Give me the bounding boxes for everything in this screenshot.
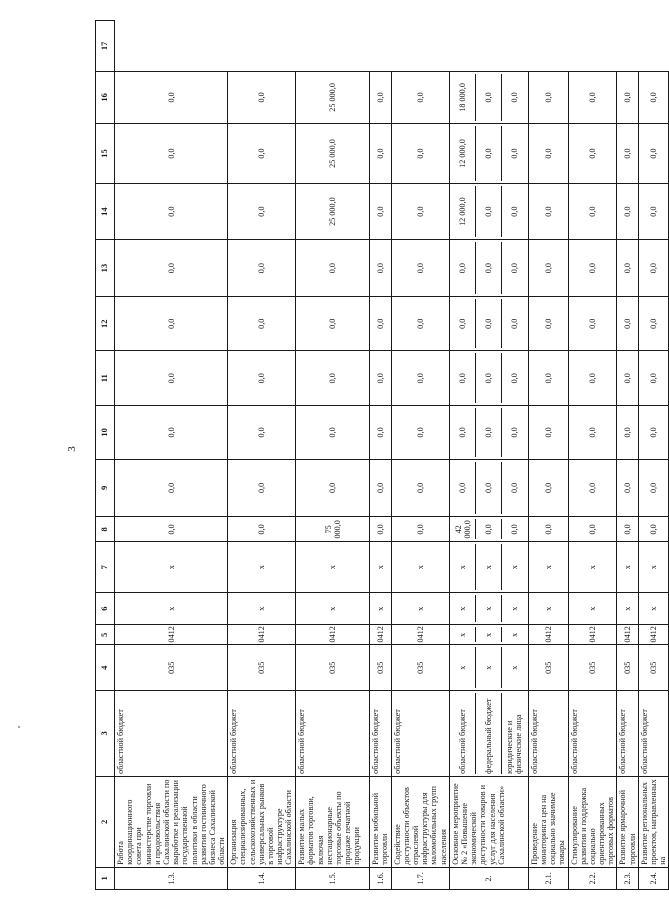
value-c8: x <box>501 544 527 590</box>
value-c16: 25 000,0 <box>296 124 370 184</box>
value-cell-c12 <box>449 351 528 406</box>
activity-name: Организация специализированных, сельскохозяйственных и универсальных рынков в торговой инфраструктуре Сахалинской области <box>228 776 296 867</box>
value-c11: 0,0 <box>617 406 638 460</box>
value-c7: x <box>370 592 391 624</box>
value-c15: 0,0 <box>115 183 228 240</box>
value-c10: 0,0 <box>617 459 638 517</box>
header-cell: 16 <box>96 71 115 124</box>
table-row <box>617 21 638 890</box>
value-c11: 0,0 <box>296 406 370 460</box>
value-c11: 0,0 <box>528 406 568 460</box>
header-cell: 4 <box>96 645 115 690</box>
value-c16: 0,0 <box>638 124 669 184</box>
value-cell-c13 <box>449 296 528 351</box>
value-c15: 0,0 <box>475 186 501 238</box>
value-c5: 035 <box>370 645 391 690</box>
value-c16: 0,0 <box>528 124 568 184</box>
value-c6: 0412 <box>568 625 617 645</box>
funding-source: областной бюджет <box>296 690 370 776</box>
row-number: 2.4. <box>638 867 669 889</box>
value-c15: 0,0 <box>370 183 391 240</box>
value-c12: 0,0 <box>115 351 228 406</box>
header-cell: 17 <box>96 21 115 72</box>
value-c6: 0412 <box>391 625 449 645</box>
value-stack <box>451 186 527 238</box>
scan-speck <box>18 726 20 728</box>
value-c10: 0,0 <box>475 462 501 515</box>
value-stack <box>451 408 527 457</box>
value-c13: 0,0 <box>458 318 468 329</box>
value-c8: x <box>638 542 669 593</box>
table-row <box>296 21 370 890</box>
value-c13: 0,0 <box>391 296 449 351</box>
value-cell-c11 <box>449 406 528 460</box>
value-c5: 035 <box>115 645 228 690</box>
value-c10: 0,0 <box>568 459 617 517</box>
table-row <box>568 21 617 890</box>
value-c15: 0,0 <box>228 183 296 240</box>
funding-source: областной бюджет <box>617 690 638 776</box>
value-cell-c6 <box>449 625 528 645</box>
value-c12: 0,0 <box>296 351 370 406</box>
value-c12: 0,0 <box>391 351 449 406</box>
value-c13: 0,0 <box>296 296 370 351</box>
value-c13: 0,0 <box>638 296 669 351</box>
value-c7: x <box>617 592 638 624</box>
value-c6: 0412 <box>228 625 296 645</box>
value-c10: 0,0 <box>296 459 370 517</box>
value-c8: x <box>568 542 617 593</box>
value-c11: 0,0 <box>115 406 228 460</box>
value-c8: x <box>391 542 449 593</box>
value-c9: 75 000,0 <box>296 517 370 542</box>
value-c13: 0,0 <box>617 296 638 351</box>
value-c10: 0,0 <box>638 459 669 517</box>
value-c15: 0,0 <box>568 183 617 240</box>
value-c12: 0,0 <box>458 373 468 384</box>
value-c14: 0,0 <box>115 240 228 297</box>
value-c6: 0412 <box>296 625 370 645</box>
value-c14: 0,0 <box>617 240 638 297</box>
activity-name: Развитие мобильной торговли <box>370 776 391 867</box>
value-c7: x <box>391 592 449 624</box>
value-c14: 0,0 <box>370 240 391 297</box>
value-c11: 0,0 <box>228 406 296 460</box>
value-c5: 035 <box>617 645 638 690</box>
value-cell-c8 <box>449 542 528 593</box>
value-c9: 0,0 <box>475 519 501 539</box>
value-c16: 0,0 <box>370 124 391 184</box>
value-cell-c14 <box>449 240 528 297</box>
value-c9: 0,0 <box>638 517 669 542</box>
value-c7: x <box>115 592 228 624</box>
table-row <box>449 21 528 890</box>
value-c8: x <box>370 542 391 593</box>
value-c5: 035 <box>528 645 568 690</box>
row-number: 1.5. <box>296 867 370 889</box>
value-c5: 035 <box>296 645 370 690</box>
value-c14: 0,0 <box>296 240 370 297</box>
header-cell: 12 <box>96 296 115 351</box>
value-c17: 0,0 <box>528 71 568 124</box>
header-cell: 15 <box>96 124 115 184</box>
value-c9: 0,0 <box>501 519 527 539</box>
table-row <box>391 21 449 890</box>
rotated-table-container <box>95 20 668 890</box>
activity-name: Проведение мониторинга цен на социально значимые товары <box>528 776 568 867</box>
value-c12: 0,0 <box>638 351 669 406</box>
value-c16: 0,0 <box>391 124 449 184</box>
value-c9: 0,0 <box>228 517 296 542</box>
value-c15: 0,0 <box>528 183 568 240</box>
value-c15: 25 000,0 <box>296 183 370 240</box>
funding-source: юридические и физические лица <box>501 693 527 774</box>
value-c17: 0,0 <box>391 71 449 124</box>
value-c11: 0,0 <box>458 427 468 438</box>
header-cell: 7 <box>96 542 115 593</box>
header-cell: 8 <box>96 517 115 542</box>
value-c16: 12 000,0 <box>458 139 468 168</box>
header-cell: 11 <box>96 351 115 406</box>
funding-source-stack <box>451 693 527 774</box>
value-stack <box>451 519 527 539</box>
activity-name: Работа координационного совета при министерстве торговли и продовольствия Сахалинской области по выработке и реализации государственной политики в области развития гостиничного бизнеса Сахалинской области <box>115 776 228 867</box>
table-row <box>370 21 391 890</box>
value-c10: 0,0 <box>370 459 391 517</box>
value-c9: 0,0 <box>568 517 617 542</box>
value-stack <box>451 299 527 349</box>
header-cell: 13 <box>96 240 115 297</box>
value-c6: 0412 <box>528 625 568 645</box>
funding-source-cell <box>449 690 528 776</box>
table-row <box>528 21 568 890</box>
table-row <box>115 21 228 890</box>
value-c11: 0,0 <box>501 408 527 457</box>
value-c13: 0,0 <box>475 299 501 349</box>
value-c11: 0,0 <box>370 406 391 460</box>
value-c9: 0,0 <box>528 517 568 542</box>
funding-source: областной бюджет <box>228 690 296 776</box>
value-c7: x <box>568 592 617 624</box>
value-c8: x <box>475 544 501 590</box>
value-c13: 0,0 <box>115 296 228 351</box>
value-c14: 0,0 <box>228 240 296 297</box>
value-c11: 0,0 <box>391 406 449 460</box>
value-c14: 0,0 <box>391 240 449 297</box>
value-c6: x <box>458 632 468 637</box>
value-cell-c9 <box>449 517 528 542</box>
value-c10: 0,0 <box>115 459 228 517</box>
value-c14: 0,0 <box>638 240 669 297</box>
value-stack <box>451 648 527 688</box>
value-c8: x <box>228 542 296 593</box>
activity-name: Развитие малых форматов торговли, включая нестационарные торговые объекты по продаже печатной продукции <box>296 776 370 867</box>
value-c16: 0,0 <box>617 124 638 184</box>
value-c13: 0,0 <box>370 296 391 351</box>
value-c15: 0,0 <box>638 183 669 240</box>
funding-source: областной бюджет <box>391 690 449 776</box>
value-cell-c17 <box>449 71 528 124</box>
value-cell-c15 <box>449 183 528 240</box>
row-number: 1.6. <box>370 867 391 889</box>
value-c17: 0,0 <box>501 74 527 122</box>
value-c6: 0412 <box>638 625 669 645</box>
value-c6: 0412 <box>617 625 638 645</box>
header-cell: 5 <box>96 625 115 645</box>
value-c10: 0,0 <box>528 459 568 517</box>
value-c8: x <box>458 565 468 570</box>
value-c16: 0,0 <box>568 124 617 184</box>
header-cell: 1 <box>96 867 115 889</box>
value-c8: x <box>296 542 370 593</box>
value-c9: 0,0 <box>370 517 391 542</box>
value-c17: 0,0 <box>638 71 669 124</box>
row-number: 1.4. <box>228 867 296 889</box>
value-c5: x <box>475 648 501 688</box>
value-c17: 0,0 <box>370 71 391 124</box>
value-c10: 0,0 <box>458 482 468 494</box>
activity-name: Развитие региональных проектов, направленных на <box>638 776 669 867</box>
value-c8: x <box>115 542 228 593</box>
value-c17: 0,0 <box>568 71 617 124</box>
table-row <box>228 21 296 890</box>
value-stack <box>451 462 527 515</box>
value-c12: 0,0 <box>370 351 391 406</box>
activity-name: Содействие доступности объектов отраслевой инфраструктуры для маломобильных групп населения <box>391 776 449 867</box>
value-c9: 42 000,0 <box>453 520 473 539</box>
row-number: 2.2. <box>568 867 617 889</box>
value-c17: 18 000,0 <box>458 83 468 112</box>
value-c14: 0,0 <box>568 240 617 297</box>
value-c14: 0,0 <box>501 242 527 294</box>
activity-name: Стимулирование развития и поддержка социально ориентированных торговых форматов <box>568 776 617 867</box>
value-cell-c16 <box>449 124 528 184</box>
value-c13: 0,0 <box>228 296 296 351</box>
row-number: 2. <box>449 867 528 889</box>
row-number: 2.3. <box>617 867 638 889</box>
value-stack <box>451 595 527 622</box>
row-number: 2.1. <box>528 867 568 889</box>
value-c15: 12 000,0 <box>458 197 468 226</box>
value-c12: 0,0 <box>228 351 296 406</box>
value-c7: x <box>458 606 468 611</box>
value-c12: 0,0 <box>528 351 568 406</box>
value-c7: x <box>638 592 669 624</box>
value-c7: x <box>528 592 568 624</box>
funding-source: областной бюджет <box>638 690 669 776</box>
value-c9: 0,0 <box>391 517 449 542</box>
value-cell-c10 <box>449 459 528 517</box>
value-c14: 0,0 <box>475 242 501 294</box>
value-cell-c7 <box>449 592 528 624</box>
value-c12: 0,0 <box>475 354 501 404</box>
value-c17: 25 000,0 <box>296 71 370 124</box>
value-c16: 0,0 <box>475 126 501 181</box>
header-cell: 2 <box>96 776 115 867</box>
value-c13: 0,0 <box>568 296 617 351</box>
value-c6: 0412 <box>370 625 391 645</box>
value-c7: x <box>228 592 296 624</box>
row-number: 1.3. <box>115 867 228 889</box>
value-c15: 0,0 <box>391 183 449 240</box>
value-c13: 0,0 <box>528 296 568 351</box>
funding-source: областной бюджет <box>528 690 568 776</box>
value-c9: 0,0 <box>115 517 228 542</box>
value-stack <box>451 354 527 404</box>
row-number: 1.7. <box>391 867 449 889</box>
value-stack <box>451 627 527 642</box>
value-c12: 0,0 <box>501 354 527 404</box>
value-c14: 0,0 <box>528 240 568 297</box>
value-c6: 0412 <box>115 625 228 645</box>
value-c7: x <box>501 595 527 622</box>
value-c15: 0,0 <box>617 183 638 240</box>
value-c7: x <box>296 592 370 624</box>
value-c5: 035 <box>568 645 617 690</box>
activity-name: Развитие ярмарочной торговли <box>617 776 638 867</box>
value-c15: 0,0 <box>501 186 527 238</box>
value-c10: 0,0 <box>228 459 296 517</box>
value-cell-c5 <box>449 645 528 690</box>
value-stack <box>451 126 527 181</box>
value-c17: 0,0 <box>115 71 228 124</box>
value-c7: x <box>475 595 501 622</box>
value-stack <box>451 242 527 294</box>
activity-name: Основное мероприятие № 2 «Повышение экономической доступности товаров и услуг для населения Сахалинской области» <box>449 776 528 867</box>
header-cell: 14 <box>96 183 115 240</box>
value-c11: 0,0 <box>568 406 617 460</box>
funding-source: областной бюджет <box>458 709 468 774</box>
value-c13: 0,0 <box>501 299 527 349</box>
funding-source: областной бюджет <box>115 690 228 776</box>
value-c6: x <box>475 627 501 642</box>
funding-source: областной бюджет <box>370 690 391 776</box>
funding-source: федеральный бюджет <box>475 693 501 774</box>
value-stack <box>451 74 527 122</box>
header-cell: 6 <box>96 592 115 624</box>
value-c5: x <box>501 648 527 688</box>
value-c17: 0,0 <box>617 71 638 124</box>
value-c5: 035 <box>638 645 669 690</box>
table-row <box>638 21 669 890</box>
value-c16: 0,0 <box>115 124 228 184</box>
value-c16: 0,0 <box>501 126 527 181</box>
table-body <box>96 21 669 890</box>
value-c17: 0,0 <box>475 74 501 122</box>
value-c11: 0,0 <box>475 408 501 457</box>
value-stack <box>451 544 527 590</box>
value-c11: 0,0 <box>638 406 669 460</box>
header-cell: 10 <box>96 406 115 460</box>
value-c17: 0,0 <box>228 71 296 124</box>
value-c8: x <box>528 542 568 593</box>
funding-source: областной бюджет <box>568 690 617 776</box>
header-cell: 3 <box>96 690 115 776</box>
value-c14: 0,0 <box>458 263 468 274</box>
value-c9: 0,0 <box>617 517 638 542</box>
header-row <box>96 21 115 890</box>
budget-table <box>95 20 669 890</box>
value-c5: 035 <box>391 645 449 690</box>
value-c6: x <box>501 627 527 642</box>
value-c5: x <box>458 665 468 670</box>
value-c8: x <box>617 542 638 593</box>
value-c12: 0,0 <box>617 351 638 406</box>
page-number: 3 <box>66 446 78 452</box>
value-c10: 0,0 <box>391 459 449 517</box>
value-c10: 0,0 <box>501 462 527 515</box>
value-c5: 035 <box>228 645 296 690</box>
value-c12: 0,0 <box>568 351 617 406</box>
header-cell: 9 <box>96 459 115 517</box>
value-c16: 0,0 <box>228 124 296 184</box>
